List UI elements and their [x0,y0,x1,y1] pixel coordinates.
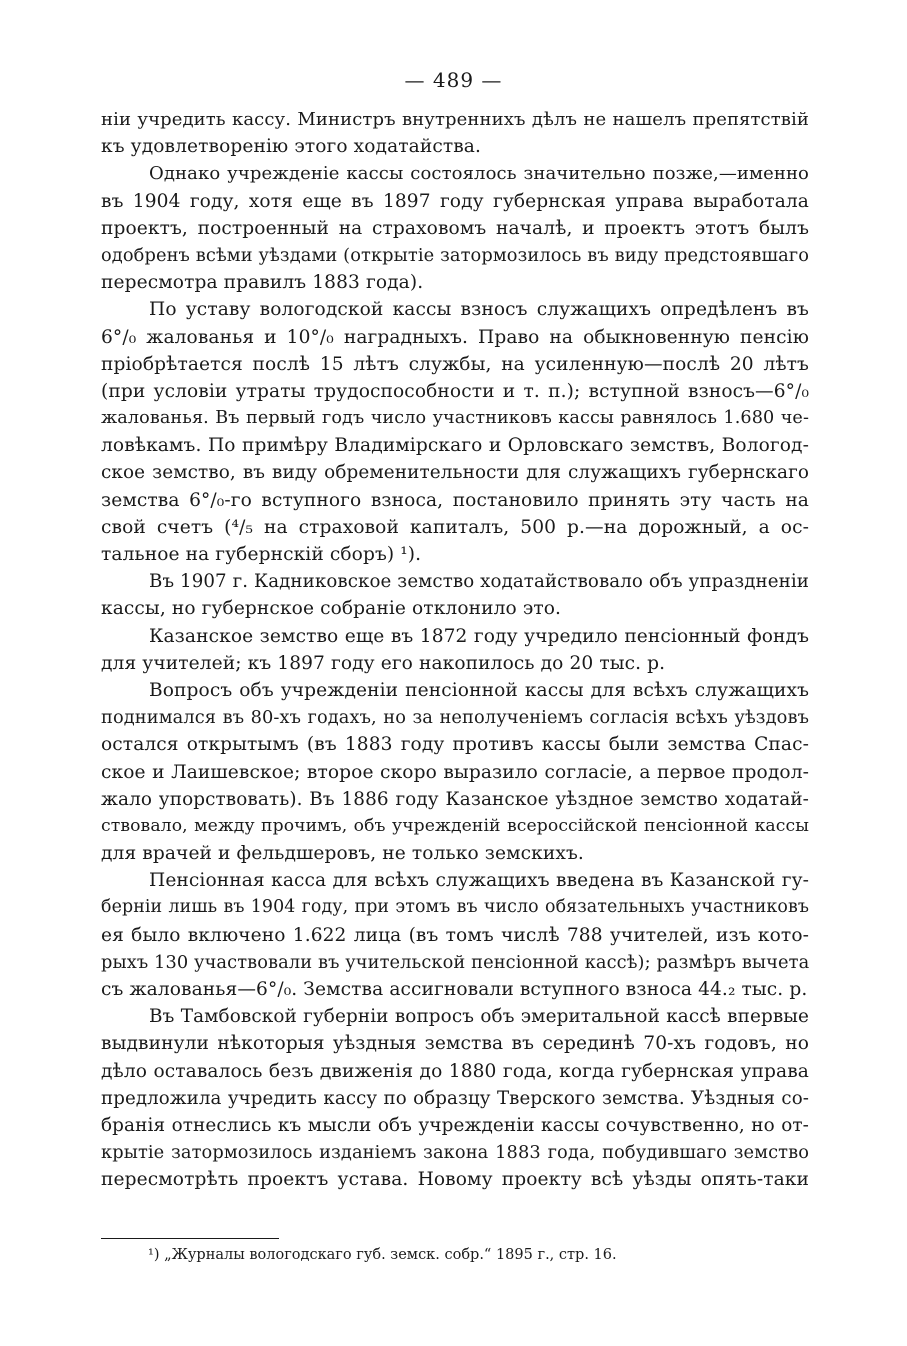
page-number: — 489 — [404,68,503,92]
text-line: пересмотра правилъ 1883 года). [101,272,424,294]
text-line: выдвинули нѣкоторыя уѣздныя земства въ серединѣ 70-хъ годовъ, но [101,1033,809,1055]
text-line: пересмотрѣть проектъ устава. Новому проекту всѣ уѣзды опять-таки [101,1169,809,1191]
text-line: рыхъ 130 участвовали въ учительской пенсіонной кассѣ); размѣръ вычета [101,951,810,973]
text-line: крытіе затормозилось изданіемъ закона 1883 года, побудившаго земство [101,1142,809,1164]
paragraph-start-line: Въ 1907 г. Кадниковское земство ходатайствовало объ упраздненіи [149,571,809,593]
text-line: одобренъ всѣми уѣздами (открытіе затормозилось въ виду предстоявшаго [101,244,809,266]
text-line: пріобрѣтается послѣ 15 лѣтъ службы, на усиленную—послѣ 20 лѣтъ [101,353,809,375]
text-line: свой счетъ (⁴/₅ на страховой капиталъ, 500 р.—на дорожный, а ос- [101,516,809,538]
text-line: ское земство, въ виду обременительности для служащихъ губернскаго [101,462,809,484]
text-line: ское и Лаишевское; второе скоро выразило согласіе, а первое продол- [101,761,809,783]
text-line: проектъ, построенный на страховомъ началѣ, и проектъ этотъ былъ [101,217,809,239]
body-text [101,106,809,1194]
text-line: предложила учредить кассу по образцу Тверского земства. Уѣздныя со- [101,1087,809,1109]
text-line: съ жалованья—6°/₀. Земства ассигновали вступного взноса 44.₂ тыс. р. [101,979,808,1000]
paragraph-start-line: Казанское земство еще въ 1872 году учредило пенсіонный фондъ [149,625,809,647]
text-line: ствовало, между прочимъ, объ учрежденій всероссійской пенсіонной кассы [101,815,809,836]
text-line: (при условіи утраты трудоспособности и т. п.); вступной взносъ—6°/₀ [101,380,809,402]
paragraph-start-line: Вопросъ объ учрежденіи пенсіонной кассы для всѣхъ служащихъ [149,679,809,701]
text-line: ніи учредить кассу. Министръ внутреннихъ дѣлъ не нашелъ препятствій [101,109,809,130]
text-line: жало упорствовать). Въ 1886 году Казанское уѣздное земство ходатай- [101,788,809,810]
text-line: дѣло оставалось безъ движенія до 1880 года, когда губернская управа [101,1060,809,1082]
text-line: для учителей; къ 1897 году его накопилось до 20 тыс. р. [101,652,666,674]
paragraph-start-line: По уставу вологодской кассы взносъ служащихъ опредѣленъ въ [149,299,809,321]
text-line: 6°/₀ жалованья и 10°/₀ наградныхъ. Право на обыкновенную пенсію [101,326,809,348]
text-line: бранія отнеслись къ мысли объ учрежденіи кассы сочувственно, но от- [101,1114,809,1136]
paragraph-start-line: Въ Тамбовской губерніи вопросъ объ эмеритальной кассѣ впервые [149,1006,809,1028]
paragraph-start-line: Пенсіонная касса для всѣхъ служащихъ введена въ Казанской гу- [149,870,809,892]
text-line: ея было включено 1.622 лица (въ томъ числѣ 788 учителей, изъ кото- [101,924,809,946]
footnote: ¹) „Журналы вологодскаго губ. земск. собр.“ 1895 г., стр. 16. [148,1247,617,1263]
text-line: ловѣкамъ. По примѣру Владимірскаго и Орловскаго земствъ, Вологод- [101,435,809,457]
text-line: земства 6°/₀-го вступного взноса, постановило принять эту часть на [101,489,809,511]
text-line: остался открытымъ (въ 1883 году противъ кассы были земства Спас- [101,734,809,756]
text-line: къ удовлетворенію этого ходатайства. [101,136,482,158]
text-line: жалованья. Въ первый годъ число участниковъ кассы равнялось 1.680 че- [101,408,809,429]
text-line: тальное на губернскій сборъ) ¹). [101,544,422,565]
text-line: для врачей и фельдшеровъ, не только земскихъ. [101,843,584,865]
text-line: берніи лишь въ 1904 году, при этомъ въ число обязательныхъ участниковъ [101,897,809,918]
footnote-divider [101,1238,279,1239]
text-line: кассы, но губернское собраніе отклонило это. [101,598,562,620]
text-line: въ 1904 году, хотя еще въ 1897 году губернская управа выработала [101,190,809,212]
text-line: поднимался въ 80-хъ годахъ, но за неполученіемъ согласія всѣхъ уѣздовъ [101,707,809,729]
paragraph-start-line: Однако учрежденіе кассы состоялось значительно позже,—именно [149,163,809,185]
